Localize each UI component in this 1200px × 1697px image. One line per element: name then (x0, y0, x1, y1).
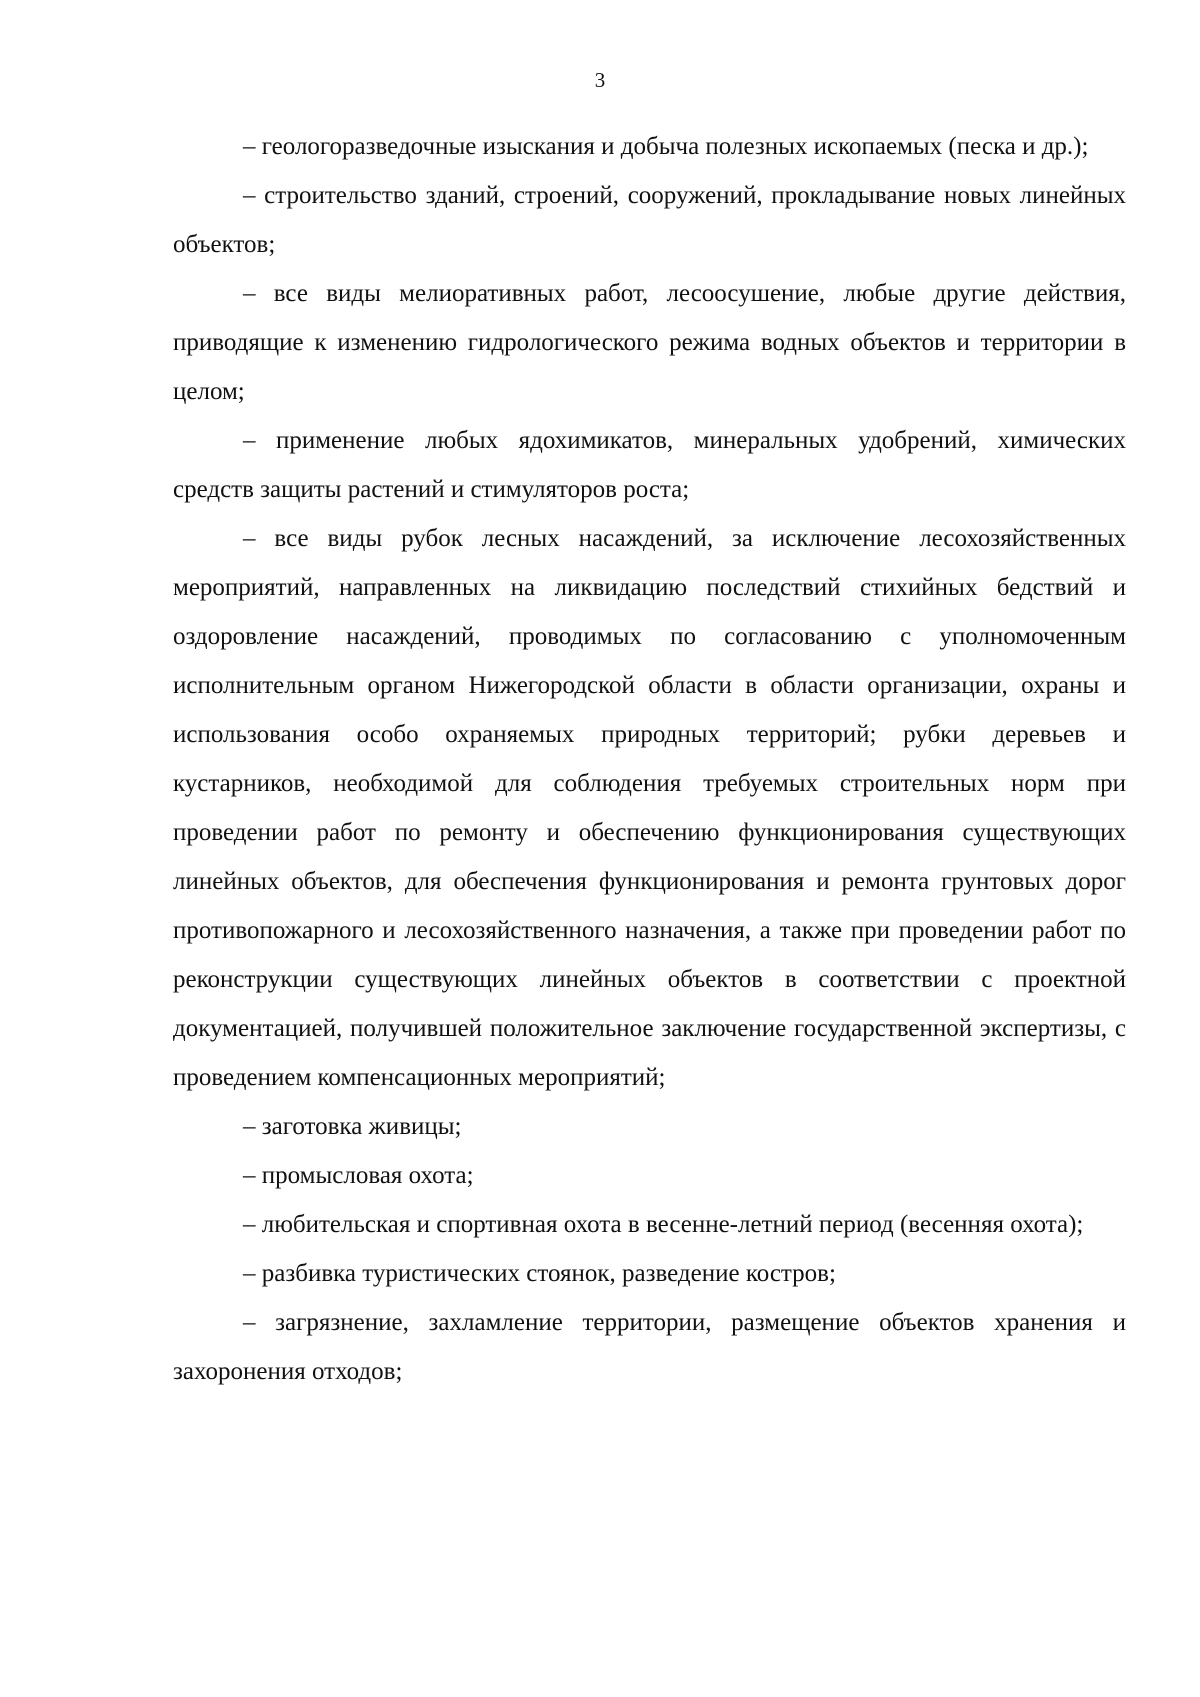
page-number: 3 (594, 68, 606, 92)
list-item: – строительство зданий, строений, сооружений, прокладывание новых линейных объектов; (173, 182, 1126, 258)
list-item: – применение любых ядохимикатов, минеральных удобрений, химических средств защиты растений и стимуляторов роста; (173, 427, 1126, 503)
list-item: – все виды рубок лесных насаждений, за исключение лесохозяйственных мероприятий, направленных на ликвидацию последствий стихийных бедствий и оздоровление насаждений, проводимых по согласованию с уполномоченным исполнительным органом Нижегородской области в области организации, охраны и использования особо охраняемых природных территорий; рубки деревьев и кустарников, необходимой для соблюдения требуемых строительных норм при проведении работ по ремонту и обеспечению функционирования существующих линейных объектов, для обеспечения функционирования и ремонта грунтовых дорог противопожарного и лесохозяйственного назначения, а также при проведении работ по реконструкции существующих линейных объектов в соответствии с проектной документацией, получившей положительное заключение государственной экспертизы, с проведением компенсационных мероприятий; (173, 525, 1126, 1091)
list-item: – разбивка туристических стоянок, разведение костров; (243, 1260, 836, 1287)
list-item: – геологоразведочные изыскания и добыча полезных ископаемых (песка и др.); (243, 133, 1089, 160)
list-item: – заготовка живицы; (243, 1113, 462, 1140)
document-body (173, 122, 1126, 1396)
list-item: – загрязнение, захламление территории, размещение объектов хранения и захоронения отходов; (173, 1309, 1126, 1385)
list-item: – все виды мелиоративных работ, лесоосушение, любые другие действия, приводящие к изменению гидрологического режима водных объектов и территории в целом; (173, 280, 1126, 405)
list-item: – любительская и спортивная охота в весенне-летний период (весенняя охота); (243, 1211, 1084, 1238)
list-item: – промысловая охота; (243, 1162, 474, 1189)
